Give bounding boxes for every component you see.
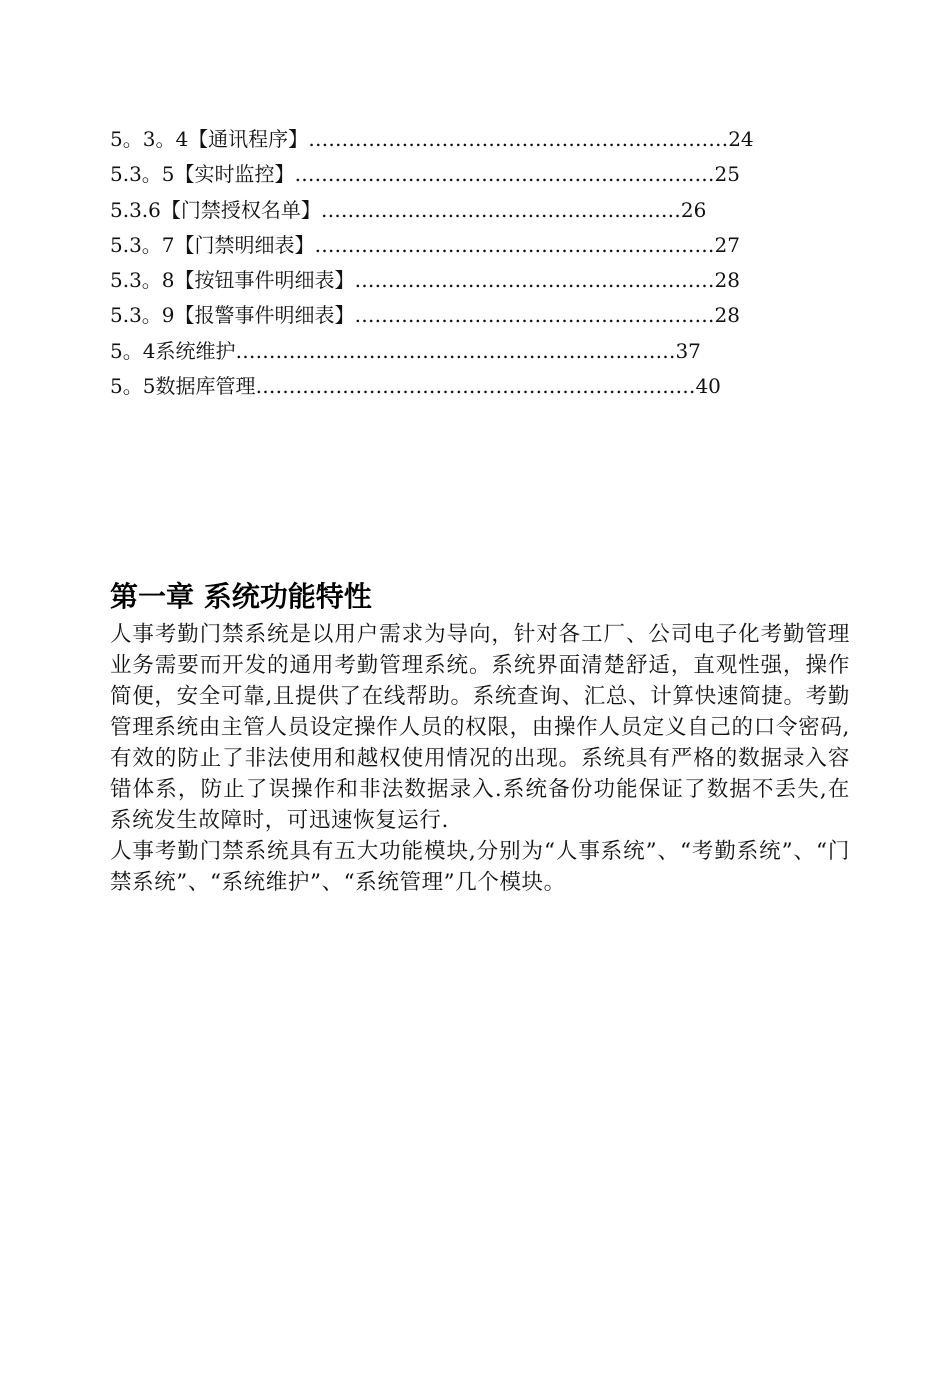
toc-page-number: 26: [680, 197, 707, 222]
toc-entry[interactable]: [110, 334, 850, 369]
toc-page-number: 40: [695, 374, 721, 399]
toc-entry[interactable]: [110, 263, 850, 298]
toc-leader: ………………………………………………: [354, 303, 715, 328]
toc-entry-label: 5.3.6【门禁授权名单】: [110, 197, 321, 222]
toc-entry-label: 5.3。7【门禁明细表】: [110, 232, 315, 257]
toc-page-number: 28: [714, 268, 740, 293]
body-paragraph: 人事考勤门禁系统是以用户需求为导向，针对各工厂、公司电子化考勤管理业务需要而开发的通用考勤管理系统。系统界面清楚舒适，直观性强，操作简便，安全可靠,且提供了在线帮助。系统查询、汇总、计算快速简捷。考勤管理系统由主管人员设定操作人员的权限，由操作人员定义自己的口令密码,有效的防止了非法使用和越权使用情况的出现。系统具有严格的数据录入容错体系，防止了误操作和非法数据录入.系统备份功能保证了数据不丢失,在系统发生故障时，可迅速恢复运行.: [110, 622, 850, 833]
toc-page-number: 27: [714, 232, 740, 257]
toc-entry-label: 5.3。9【报警事件明细表】: [110, 303, 355, 328]
toc-leader: ………………………………………………: [354, 268, 715, 293]
toc-page-number: 25: [714, 162, 740, 187]
toc-leader: ………………………………………………………: [294, 162, 715, 187]
chapter-section: [110, 575, 850, 898]
toc-entry-label: 5。5数据库管理: [110, 374, 256, 399]
toc-leader: ………………………………………………………: [308, 127, 729, 151]
toc-entry[interactable]: [110, 122, 850, 157]
toc-entry-label: 5.3。8【按钮事件明细表】: [110, 268, 355, 293]
toc-entry[interactable]: [110, 228, 850, 263]
toc-entry-label: 5。4系统维护: [110, 338, 236, 363]
body-paragraph: 人事考勤门禁系统具有五大功能模块,分别为“人事系统”、“考勤系统”、“门禁系统”、“系统维护”、“系统管理”几个模块。: [110, 839, 850, 895]
toc-entry-label: 5。3。4【通讯程序】: [110, 127, 309, 151]
toc-page-number: 28: [714, 303, 740, 328]
chapter-title: 第一章 系统功能特性: [110, 580, 372, 613]
toc-entry[interactable]: [110, 298, 850, 333]
toc-entry[interactable]: [110, 193, 850, 228]
toc-page-number: 37: [675, 338, 701, 363]
toc-leader: ……………………………………………………: [314, 232, 715, 257]
toc-leader: ………………………………………………: [320, 197, 681, 222]
toc-entry[interactable]: [110, 369, 850, 404]
toc-page-number: 24: [728, 127, 754, 151]
toc-leader: …………………………………………………………: [255, 374, 696, 399]
table-of-contents: [110, 122, 850, 404]
toc-leader: …………………………………………………………: [235, 338, 676, 363]
toc-entry[interactable]: [110, 157, 850, 192]
toc-entry-label: 5.3。5【实时监控】: [110, 162, 295, 187]
